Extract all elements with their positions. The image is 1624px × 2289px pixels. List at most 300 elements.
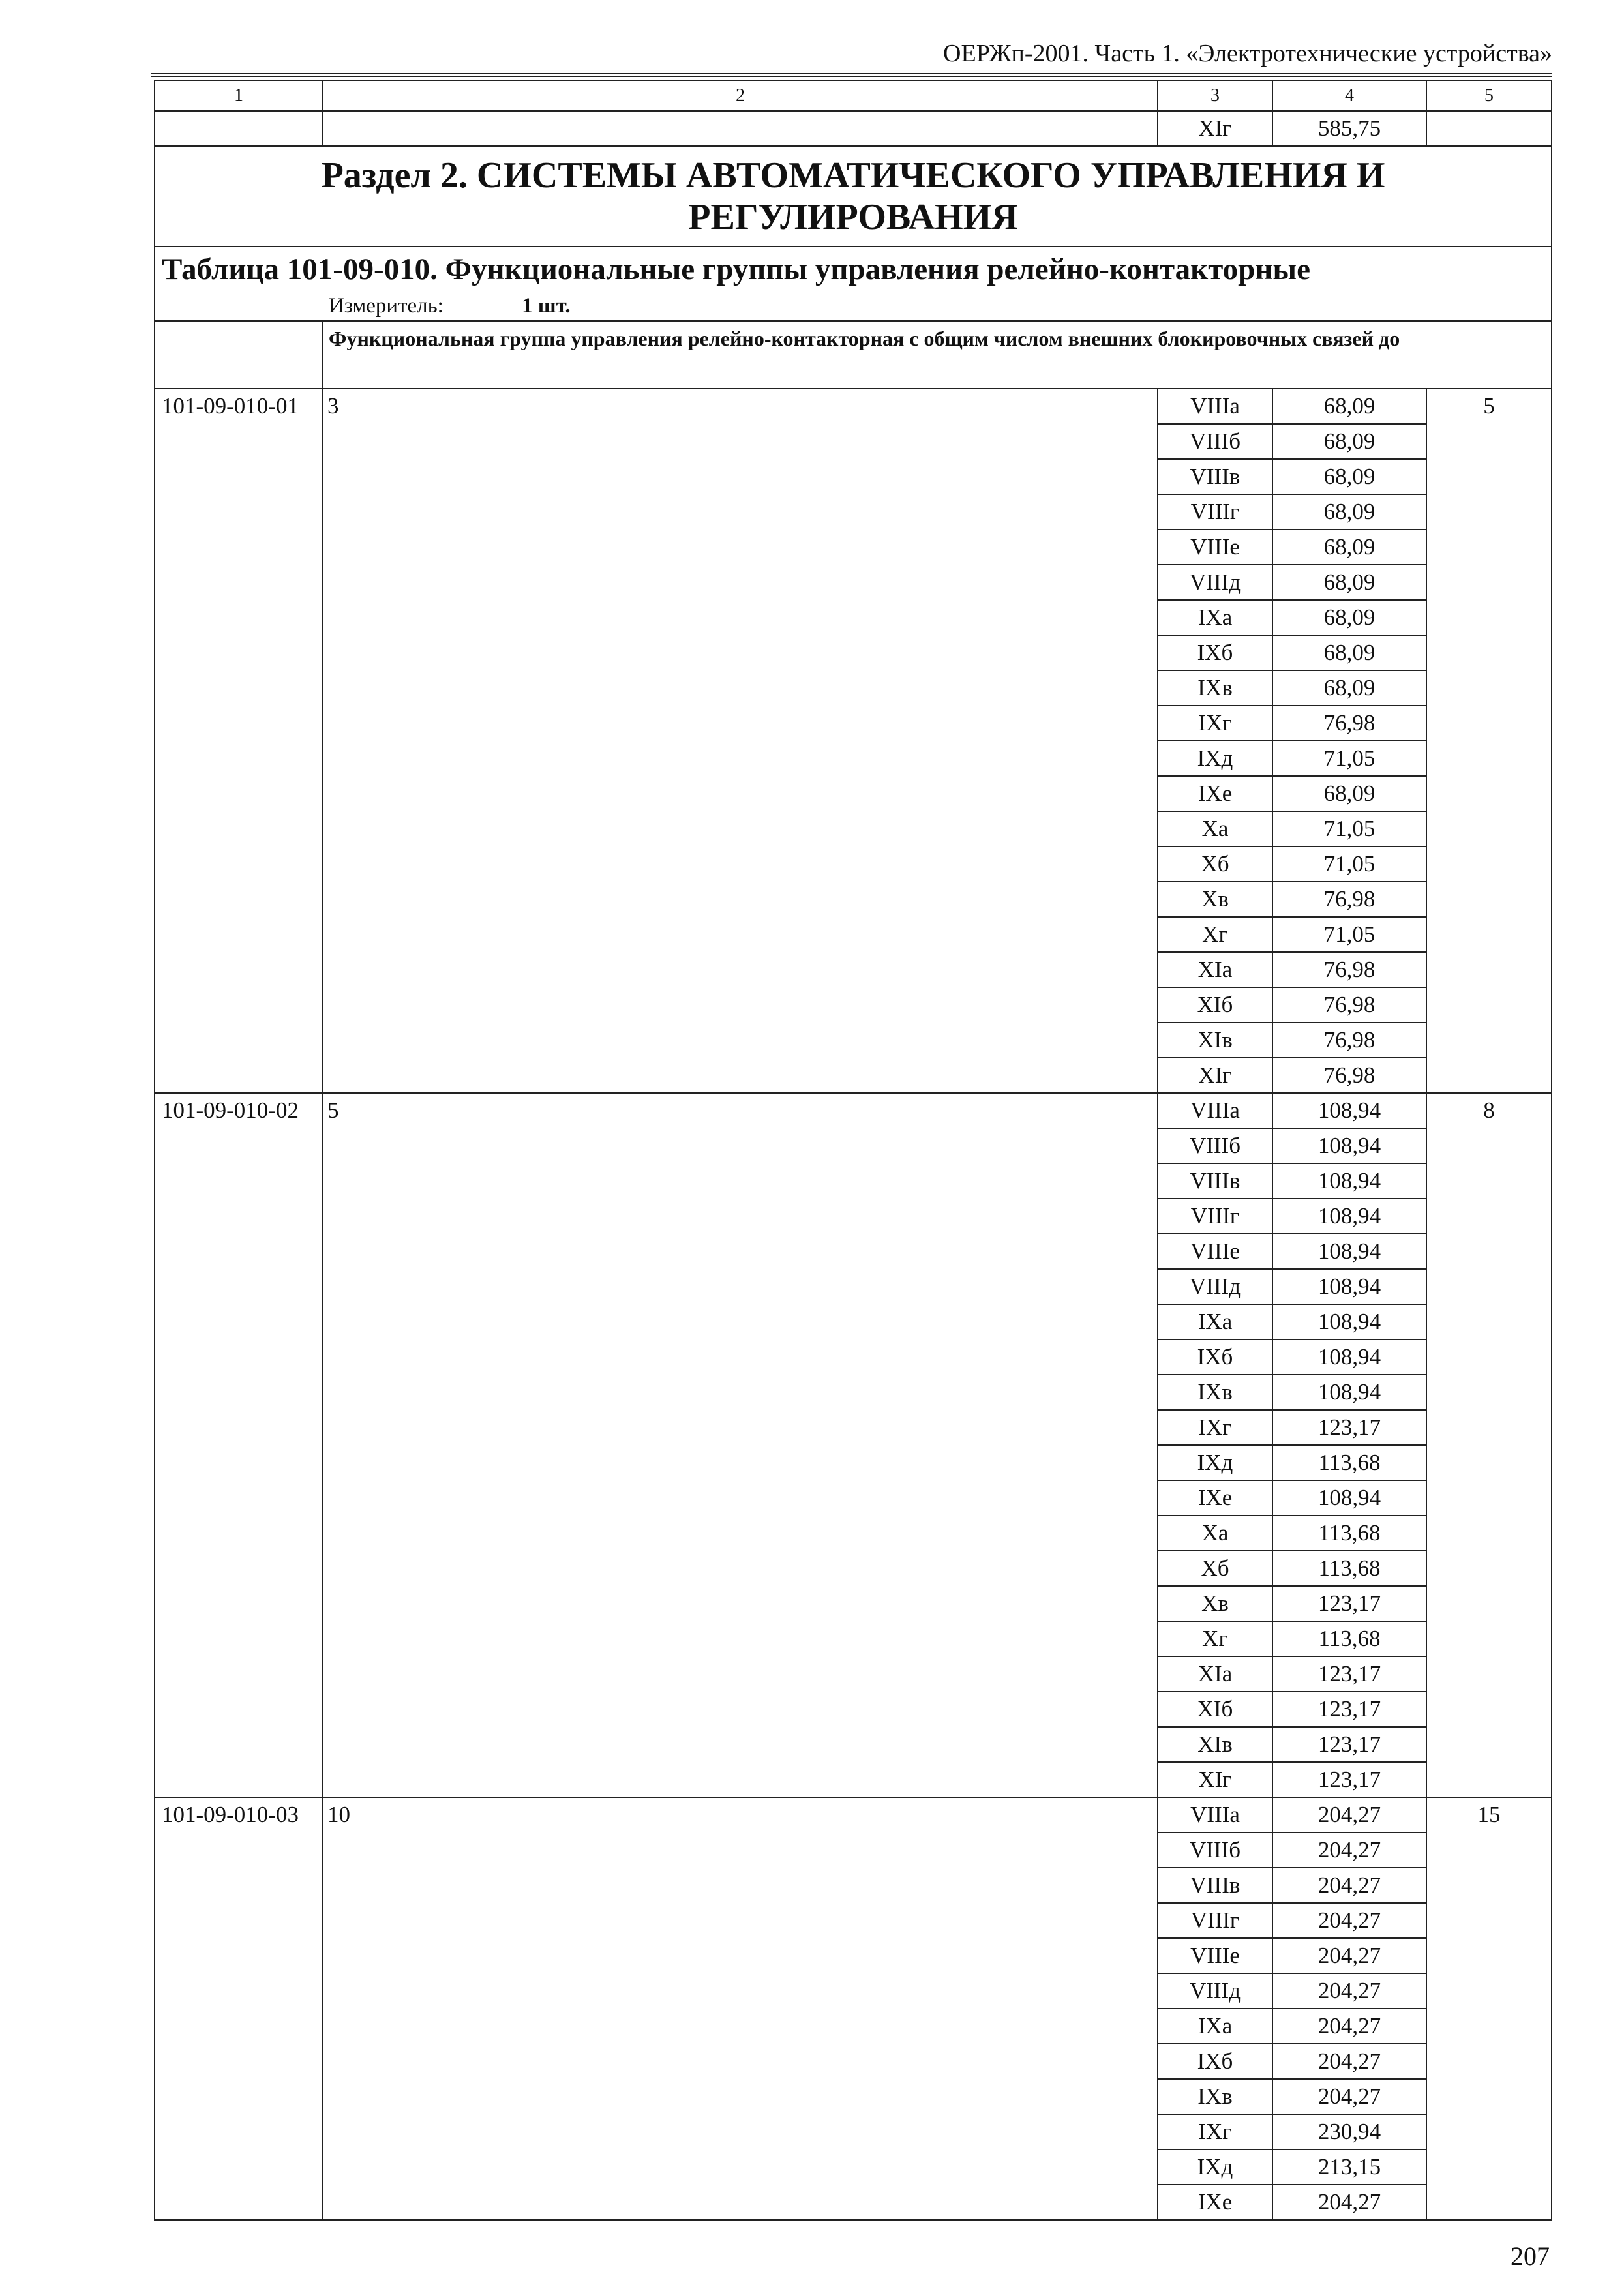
col5-cell bbox=[1426, 952, 1552, 987]
value-cell: 108,94 bbox=[1272, 1375, 1426, 1410]
name-cell bbox=[323, 670, 1158, 706]
value-cell: 123,17 bbox=[1272, 1727, 1426, 1762]
code-cell bbox=[155, 1234, 323, 1269]
col5-cell bbox=[1426, 600, 1552, 635]
name-cell bbox=[323, 811, 1158, 846]
col5-cell bbox=[1426, 1163, 1552, 1199]
value-cell: 108,94 bbox=[1272, 1093, 1426, 1128]
name-cell bbox=[323, 1339, 1158, 1375]
zone-cell: Xв bbox=[1158, 882, 1272, 917]
name-cell bbox=[323, 1727, 1158, 1762]
zone-cell: IXд bbox=[1158, 1445, 1272, 1480]
name-cell bbox=[323, 1692, 1158, 1727]
table-row bbox=[155, 1938, 1552, 1973]
table-row bbox=[155, 2149, 1552, 2185]
code-cell bbox=[155, 1163, 323, 1199]
table-row bbox=[155, 1692, 1552, 1727]
code-cell bbox=[155, 741, 323, 776]
name-cell bbox=[323, 1516, 1158, 1551]
value-cell: 68,09 bbox=[1272, 459, 1426, 494]
name-cell bbox=[323, 2149, 1158, 2185]
table-row bbox=[155, 1410, 1552, 1445]
table-row bbox=[155, 1023, 1552, 1058]
col5-cell bbox=[1426, 1410, 1552, 1445]
zone-cell: VIIIг bbox=[1158, 1903, 1272, 1938]
value-cell: 113,68 bbox=[1272, 1445, 1426, 1480]
zone-cell: VIIIг bbox=[1158, 1199, 1272, 1234]
code-cell bbox=[155, 1023, 323, 1058]
table-row bbox=[155, 1128, 1552, 1163]
value-cell: 204,27 bbox=[1272, 2044, 1426, 2079]
col5-cell bbox=[1426, 2009, 1552, 2044]
code-cell bbox=[155, 1058, 323, 1093]
code-cell bbox=[155, 1269, 323, 1304]
value-cell: 123,17 bbox=[1272, 1692, 1426, 1727]
col5-cell bbox=[1426, 1551, 1552, 1586]
value-cell: 68,09 bbox=[1272, 424, 1426, 459]
col5-cell bbox=[1426, 987, 1552, 1023]
zone-cell: Xв bbox=[1158, 1586, 1272, 1621]
code-cell bbox=[155, 565, 323, 600]
name-cell: 10 bbox=[323, 1797, 1158, 1833]
table-row bbox=[155, 1445, 1552, 1480]
name-cell bbox=[323, 1375, 1158, 1410]
name-cell bbox=[323, 1938, 1158, 1973]
code-cell bbox=[155, 882, 323, 917]
zone-cell: XIг bbox=[1158, 111, 1272, 146]
code-cell bbox=[155, 776, 323, 811]
zone-cell: VIIIб bbox=[1158, 1128, 1272, 1163]
col5-cell bbox=[1426, 2044, 1552, 2079]
col5-cell bbox=[1426, 1269, 1552, 1304]
value-cell: 123,17 bbox=[1272, 1762, 1426, 1797]
col-number: 4 bbox=[1272, 80, 1426, 111]
zone-cell: VIIIа bbox=[1158, 389, 1272, 424]
name-cell bbox=[323, 917, 1158, 952]
code-cell bbox=[155, 811, 323, 846]
value-cell: 113,68 bbox=[1272, 1551, 1426, 1586]
col-number: 2 bbox=[323, 80, 1158, 111]
table-title-row bbox=[155, 247, 1552, 292]
name-cell bbox=[323, 1586, 1158, 1621]
code-cell bbox=[155, 459, 323, 494]
code-cell bbox=[155, 1339, 323, 1375]
zone-cell: IXг bbox=[1158, 2114, 1272, 2149]
col5-cell bbox=[1426, 1833, 1552, 1868]
table-row bbox=[155, 494, 1552, 530]
name-cell bbox=[323, 846, 1158, 882]
code-cell bbox=[155, 987, 323, 1023]
zone-cell: VIIIд bbox=[1158, 1269, 1272, 1304]
value-cell: 108,94 bbox=[1272, 1269, 1426, 1304]
name-cell bbox=[323, 1304, 1158, 1339]
code-cell bbox=[155, 1410, 323, 1445]
zone-cell: IXб bbox=[1158, 1339, 1272, 1375]
table-row bbox=[155, 1480, 1552, 1516]
zone-cell: IXг bbox=[1158, 1410, 1272, 1445]
table-row bbox=[155, 530, 1552, 565]
value-cell: 213,15 bbox=[1272, 2149, 1426, 2185]
value-cell: 68,09 bbox=[1272, 635, 1426, 670]
name-cell bbox=[323, 1480, 1158, 1516]
col5-cell bbox=[1426, 2149, 1552, 2185]
value-cell: 68,09 bbox=[1272, 389, 1426, 424]
table-row bbox=[155, 1058, 1552, 1093]
zone-cell: XIг bbox=[1158, 1762, 1272, 1797]
table-row bbox=[155, 2079, 1552, 2114]
table-row bbox=[155, 1339, 1552, 1375]
col5-cell bbox=[1426, 1938, 1552, 1973]
name-cell bbox=[323, 2044, 1158, 2079]
col5-cell: 8 bbox=[1426, 1093, 1552, 1128]
code-cell bbox=[155, 846, 323, 882]
col5-cell bbox=[1426, 494, 1552, 530]
table-row bbox=[155, 1762, 1552, 1797]
zone-cell: IXа bbox=[1158, 2009, 1272, 2044]
code-cell bbox=[155, 706, 323, 741]
col5-cell bbox=[1426, 1973, 1552, 2009]
zone-cell: IXд bbox=[1158, 741, 1272, 776]
value-cell: 204,27 bbox=[1272, 2079, 1426, 2114]
zone-cell: VIIIа bbox=[1158, 1093, 1272, 1128]
col5-cell bbox=[1426, 1586, 1552, 1621]
col5-cell bbox=[1426, 459, 1552, 494]
table-row bbox=[155, 2114, 1552, 2149]
code-cell bbox=[155, 1692, 323, 1727]
code-cell bbox=[155, 2114, 323, 2149]
value-cell: 108,94 bbox=[1272, 1199, 1426, 1234]
table-row bbox=[155, 776, 1552, 811]
value-cell: 585,75 bbox=[1272, 111, 1426, 146]
header-rule bbox=[151, 73, 1552, 77]
value-cell: 123,17 bbox=[1272, 1586, 1426, 1621]
zone-cell: IXе bbox=[1158, 776, 1272, 811]
name-cell bbox=[323, 1973, 1158, 2009]
table-title: Таблица 101-09-010. Функциональные группы управления релейно-контакторные bbox=[155, 247, 1552, 292]
code-cell bbox=[155, 1304, 323, 1339]
code-cell bbox=[155, 1621, 323, 1656]
code-cell bbox=[155, 1128, 323, 1163]
zone-cell: Xг bbox=[1158, 917, 1272, 952]
value-cell: 108,94 bbox=[1272, 1304, 1426, 1339]
table-row bbox=[155, 459, 1552, 494]
code-cell bbox=[155, 1903, 323, 1938]
table-row bbox=[155, 1586, 1552, 1621]
name-cell: 5 bbox=[323, 1093, 1158, 1128]
col5-cell bbox=[1426, 530, 1552, 565]
value-cell: 68,09 bbox=[1272, 670, 1426, 706]
col5-cell bbox=[1426, 917, 1552, 952]
zone-cell: XIа bbox=[1158, 1656, 1272, 1692]
value-cell: 108,94 bbox=[1272, 1480, 1426, 1516]
value-cell: 108,94 bbox=[1272, 1163, 1426, 1199]
name-cell bbox=[323, 706, 1158, 741]
zone-cell: Xб bbox=[1158, 1551, 1272, 1586]
col5-cell bbox=[1426, 1621, 1552, 1656]
table-row bbox=[155, 1973, 1552, 2009]
code-cell bbox=[155, 2044, 323, 2079]
col5-cell bbox=[1426, 1023, 1552, 1058]
value-cell: 71,05 bbox=[1272, 811, 1426, 846]
code-cell bbox=[155, 1516, 323, 1551]
value-cell: 71,05 bbox=[1272, 741, 1426, 776]
table-row bbox=[155, 1304, 1552, 1339]
name-cell bbox=[323, 1199, 1158, 1234]
code-cell bbox=[155, 1480, 323, 1516]
name-cell bbox=[323, 1234, 1158, 1269]
table-row bbox=[155, 2044, 1552, 2079]
table-row bbox=[155, 670, 1552, 706]
table-row bbox=[155, 1234, 1552, 1269]
zone-cell: VIIIа bbox=[1158, 1797, 1272, 1833]
code-cell bbox=[155, 424, 323, 459]
col5-cell bbox=[1426, 776, 1552, 811]
table-row bbox=[155, 706, 1552, 741]
col5-cell: 15 bbox=[1426, 1797, 1552, 1833]
value-cell: 76,98 bbox=[1272, 952, 1426, 987]
zone-cell: IXб bbox=[1158, 2044, 1272, 2079]
zone-cell: VIIIд bbox=[1158, 565, 1272, 600]
zone-cell: Xа bbox=[1158, 811, 1272, 846]
col5-cell bbox=[1426, 2114, 1552, 2149]
col5-cell bbox=[1426, 670, 1552, 706]
value-cell: 123,17 bbox=[1272, 1656, 1426, 1692]
value-cell: 204,27 bbox=[1272, 2185, 1426, 2220]
value-cell: 123,17 bbox=[1272, 1410, 1426, 1445]
col5-cell bbox=[1426, 2079, 1552, 2114]
section-row bbox=[155, 146, 1552, 247]
name-cell bbox=[323, 1833, 1158, 1868]
zone-cell: IXд bbox=[1158, 2149, 1272, 2185]
name-cell bbox=[323, 1023, 1158, 1058]
col5-cell bbox=[1426, 2185, 1552, 2220]
col-number: 1 bbox=[155, 80, 323, 111]
value-cell: 68,09 bbox=[1272, 600, 1426, 635]
table-row bbox=[155, 811, 1552, 846]
table-row bbox=[155, 882, 1552, 917]
table-row bbox=[155, 1551, 1552, 1586]
page-number: 207 bbox=[1511, 2241, 1550, 2271]
value-cell: 204,27 bbox=[1272, 1938, 1426, 1973]
table-row bbox=[155, 1833, 1552, 1868]
table-row bbox=[155, 1199, 1552, 1234]
code-cell bbox=[155, 670, 323, 706]
value-cell: 108,94 bbox=[1272, 1234, 1426, 1269]
table-row bbox=[155, 1621, 1552, 1656]
rates-table bbox=[154, 80, 1552, 2221]
value-cell: 204,27 bbox=[1272, 1868, 1426, 1903]
name-cell bbox=[323, 1058, 1158, 1093]
col5-cell bbox=[1426, 1516, 1552, 1551]
code-cell bbox=[155, 2185, 323, 2220]
name-cell bbox=[323, 530, 1158, 565]
table-row bbox=[155, 1868, 1552, 1903]
name-cell bbox=[323, 1621, 1158, 1656]
value-cell: 204,27 bbox=[1272, 1903, 1426, 1938]
code-cell: 101-09-010-01 bbox=[155, 389, 323, 424]
value-cell: 230,94 bbox=[1272, 2114, 1426, 2149]
zone-cell: VIIIд bbox=[1158, 1973, 1272, 2009]
code-cell bbox=[155, 917, 323, 952]
zone-cell: VIIIб bbox=[1158, 1833, 1272, 1868]
zone-cell: XIб bbox=[1158, 1692, 1272, 1727]
code-cell bbox=[155, 494, 323, 530]
table-row bbox=[155, 2009, 1552, 2044]
table-row bbox=[155, 1797, 1552, 1833]
value-cell: 113,68 bbox=[1272, 1621, 1426, 1656]
code-cell bbox=[155, 1973, 323, 2009]
name-cell bbox=[323, 1762, 1158, 1797]
zone-cell: VIIIв bbox=[1158, 1163, 1272, 1199]
zone-cell: IXб bbox=[1158, 635, 1272, 670]
name-cell bbox=[323, 2009, 1158, 2044]
value-cell: 76,98 bbox=[1272, 987, 1426, 1023]
zone-cell: XIв bbox=[1158, 1727, 1272, 1762]
value-cell: 71,05 bbox=[1272, 917, 1426, 952]
value-cell: 108,94 bbox=[1272, 1339, 1426, 1375]
col5-cell bbox=[1426, 1868, 1552, 1903]
running-header: ОЕРЖп-2001. Часть 1. «Электротехнические устройства» bbox=[943, 40, 1552, 67]
name-cell bbox=[323, 952, 1158, 987]
zone-cell: VIIIб bbox=[1158, 424, 1272, 459]
table-row bbox=[155, 741, 1552, 776]
table-row bbox=[155, 1093, 1552, 1128]
name-cell bbox=[323, 776, 1158, 811]
value-cell: 204,27 bbox=[1272, 1797, 1426, 1833]
code-cell bbox=[155, 600, 323, 635]
name-cell bbox=[323, 2079, 1158, 2114]
code-cell: 101-09-010-02 bbox=[155, 1093, 323, 1128]
name-cell bbox=[323, 1445, 1158, 1480]
col5-cell bbox=[1426, 1762, 1552, 1797]
table-row bbox=[155, 1903, 1552, 1938]
col5-cell bbox=[1426, 1480, 1552, 1516]
name-cell bbox=[323, 2114, 1158, 2149]
name-cell bbox=[323, 2185, 1158, 2220]
table-row bbox=[155, 1656, 1552, 1692]
zone-cell: IXв bbox=[1158, 1375, 1272, 1410]
value-cell: 204,27 bbox=[1272, 1973, 1426, 2009]
zone-cell: IXе bbox=[1158, 1480, 1272, 1516]
name-cell bbox=[323, 1656, 1158, 1692]
zone-cell: XIа bbox=[1158, 952, 1272, 987]
zone-cell: VIIIе bbox=[1158, 1234, 1272, 1269]
value-cell: 68,09 bbox=[1272, 565, 1426, 600]
table-row bbox=[155, 2185, 1552, 2220]
col5-cell bbox=[1426, 1199, 1552, 1234]
col5-cell bbox=[1426, 1234, 1552, 1269]
col5-cell bbox=[1426, 846, 1552, 882]
value-cell: 76,98 bbox=[1272, 1058, 1426, 1093]
measure-label: Измеритель: bbox=[329, 294, 444, 318]
zone-cell: XIв bbox=[1158, 1023, 1272, 1058]
name-cell bbox=[323, 1868, 1158, 1903]
col5-cell bbox=[1426, 741, 1552, 776]
code-cell: 101-09-010-03 bbox=[155, 1797, 323, 1833]
zone-cell: IXа bbox=[1158, 600, 1272, 635]
zone-cell: VIIIе bbox=[1158, 530, 1272, 565]
col5-cell bbox=[1426, 811, 1552, 846]
col5-cell bbox=[1426, 1727, 1552, 1762]
col5-cell bbox=[1426, 882, 1552, 917]
name-cell bbox=[323, 459, 1158, 494]
col5-cell bbox=[1426, 424, 1552, 459]
zone-cell: VIIIв bbox=[1158, 1868, 1272, 1903]
zone-cell: XIг bbox=[1158, 1058, 1272, 1093]
zone-cell: Xг bbox=[1158, 1621, 1272, 1656]
name-cell bbox=[323, 987, 1158, 1023]
col5-cell: 5 bbox=[1426, 389, 1552, 424]
name-cell bbox=[323, 1269, 1158, 1304]
code-cell bbox=[155, 1938, 323, 1973]
table-row bbox=[155, 917, 1552, 952]
zone-cell: IXв bbox=[1158, 2079, 1272, 2114]
name-cell: 3 bbox=[323, 389, 1158, 424]
group-description-row bbox=[155, 321, 1552, 389]
table-row bbox=[155, 1727, 1552, 1762]
code-cell bbox=[155, 2079, 323, 2114]
code-cell bbox=[155, 2149, 323, 2185]
col5-cell bbox=[1426, 1692, 1552, 1727]
value-cell: 76,98 bbox=[1272, 1023, 1426, 1058]
zone-cell: IXе bbox=[1158, 2185, 1272, 2220]
col5-cell bbox=[1426, 1445, 1552, 1480]
name-cell bbox=[323, 1410, 1158, 1445]
value-cell: 113,68 bbox=[1272, 1516, 1426, 1551]
table-row bbox=[155, 1516, 1552, 1551]
name-cell bbox=[323, 494, 1158, 530]
zone-cell: Xа bbox=[1158, 1516, 1272, 1551]
name-cell bbox=[323, 600, 1158, 635]
name-cell bbox=[323, 1163, 1158, 1199]
zone-cell: VIIIе bbox=[1158, 1938, 1272, 1973]
name-cell bbox=[323, 741, 1158, 776]
code-cell bbox=[155, 635, 323, 670]
table-row bbox=[155, 600, 1552, 635]
name-cell bbox=[323, 635, 1158, 670]
code-cell bbox=[155, 1656, 323, 1692]
value-cell: 68,09 bbox=[1272, 494, 1426, 530]
zone-cell: VIIIг bbox=[1158, 494, 1272, 530]
table-row bbox=[155, 635, 1552, 670]
table-row bbox=[155, 565, 1552, 600]
code-cell bbox=[155, 952, 323, 987]
code-cell bbox=[155, 1199, 323, 1234]
table-row bbox=[155, 846, 1552, 882]
col5-cell bbox=[1426, 1375, 1552, 1410]
table-row bbox=[155, 1375, 1552, 1410]
col5-cell bbox=[1426, 635, 1552, 670]
col-number: 5 bbox=[1426, 80, 1552, 111]
value-cell: 76,98 bbox=[1272, 882, 1426, 917]
table-row bbox=[155, 1269, 1552, 1304]
col5-cell bbox=[1426, 1903, 1552, 1938]
col5-cell bbox=[1426, 1128, 1552, 1163]
table-row bbox=[155, 389, 1552, 424]
code-cell bbox=[155, 1868, 323, 1903]
code-cell bbox=[155, 2009, 323, 2044]
code-cell bbox=[155, 1833, 323, 1868]
code-cell bbox=[155, 1762, 323, 1797]
value-cell: 71,05 bbox=[1272, 846, 1426, 882]
measure-value: 1 шт. bbox=[522, 294, 571, 318]
group-description: Функциональная группа управления релейно-контакторная с общим числом внешних блокировочных связей до bbox=[323, 321, 1552, 389]
value-cell: 108,94 bbox=[1272, 1128, 1426, 1163]
value-cell: 204,27 bbox=[1272, 1833, 1426, 1868]
col5-cell bbox=[1426, 706, 1552, 741]
col5-cell bbox=[1426, 1304, 1552, 1339]
code-cell bbox=[155, 1551, 323, 1586]
